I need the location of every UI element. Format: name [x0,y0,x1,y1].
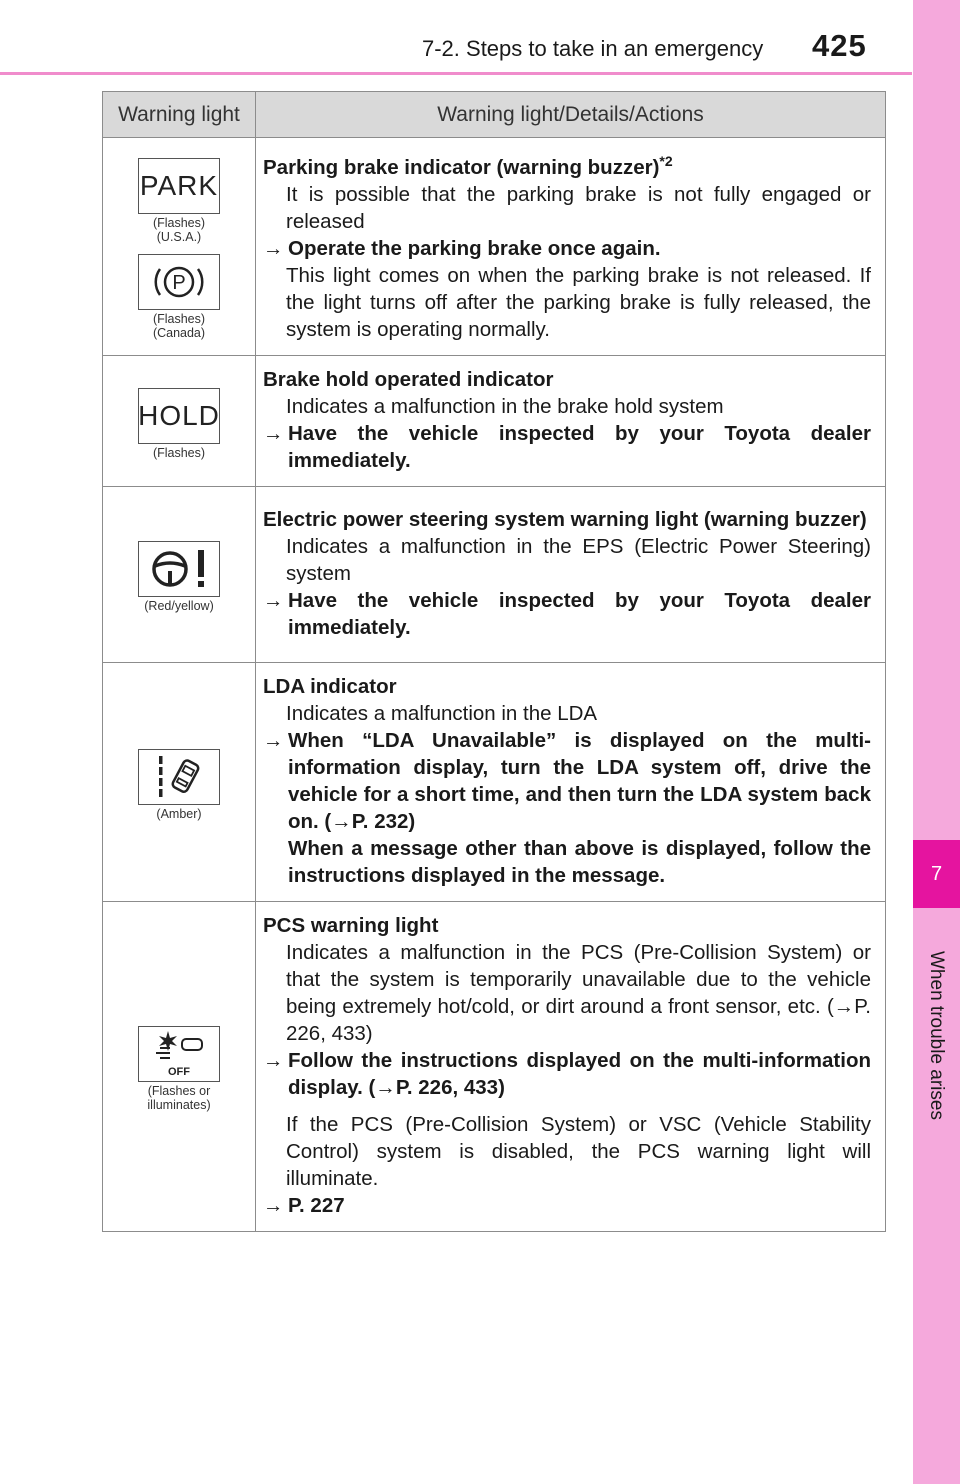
icon-cell [103,662,256,901]
table-row [103,662,886,901]
icon-caption: (Flashes or [147,1084,211,1099]
table-row [103,138,886,356]
icon-caption: (Amber) [156,806,202,821]
svg-text:OFF: OFF [168,1066,190,1079]
row-description: Indicates a malfunction in the LDA [286,701,598,725]
icon-caption: (Red/yellow) [144,599,214,614]
chapter-title: When trouble arises [926,951,947,1120]
row-title: Brake hold operated indicator [263,367,554,391]
details-cell [256,662,886,901]
page-reference: → P. 227 [263,1193,345,1217]
parking-brake-circle-icon [138,254,220,310]
pcs-warning-icon [138,1026,220,1082]
row-title: LDA indicator [263,674,397,698]
row-description: Indicates a malfunction in the PCS (Pre-Collision System) or that the system is temporarily unavailable due to the vehicle being extremely hot/cold, or dirt around a front sensor, etc. (→P. 226, 433) [286,940,871,1045]
row-description: Indicates a malfunction in the EPS (Electric Power Steering) system [286,534,871,585]
row-description: It is possible that the parking brake is not fully engaged or released [286,182,871,233]
row-action: → Have the vehicle inspected by your Toyota dealer immediately. [263,421,871,472]
hold-icon: HOLD [138,388,220,444]
park-icon: PARK [138,158,220,214]
col-header-light: Warning light [103,92,256,138]
details-cell [256,138,886,356]
icon-caption: (Flashes) [152,445,206,460]
lane-departure-icon [138,749,220,805]
warning-light-table [102,91,886,1232]
steering-wheel-warning-icon [138,541,220,597]
icon-caption: (Canada) [152,326,206,341]
details-cell [256,355,886,486]
row-title: PCS warning light [263,913,439,937]
svg-text:P: P [172,272,186,295]
icon-caption: (Flashes) [152,312,206,327]
icon-cell [103,901,256,1231]
row-title: Parking brake indicator (warning buzzer)$^{*2}$ [263,153,673,179]
row-action: → Have the vehicle inspected by your Toyota dealer immediately. [263,588,871,639]
details-cell [256,901,886,1231]
row-note: If the PCS (Pre-Collision System) or VSC (Vehicle Stability Control) system is disabled, the PCS warning light will illuminate. [286,1112,871,1190]
row-title: Electric power steering system warning light (warning buzzer) [263,507,867,531]
table-row [103,486,886,662]
table-header-row [103,92,886,138]
chapter-number: 7 [913,840,960,908]
icon-cell [103,138,256,356]
row-note: This light comes on when the parking brake is not released. If the light turns off after the parking brake is fully released, the system is operating normally. [286,263,871,341]
row-action: → Follow the instructions displayed on the multi-information display. (→P. 226, 433) [263,1048,871,1099]
row-action: → When “LDA Unavailable” is displayed on the multi-information display, turn the LDA system off, drive the vehicle for a short time, and then turn the LDA system back on. (→P. 232) [263,728,871,833]
table-row [103,355,886,486]
section-title: 7-2. Steps to take in an emergency [422,36,764,61]
details-cell [256,486,886,662]
col-header-details: Warning light/Details/Actions [256,92,886,138]
chapter-side-tab [913,0,960,1484]
row-description: Indicates a malfunction in the brake hold system [286,394,724,418]
page-number: 425 [812,28,867,63]
icon-cell [103,486,256,662]
row-action-secondary: When a message other than above is displayed, follow the instructions displayed in the message. [288,836,871,887]
row-action: → Operate the parking brake once again. [263,236,661,260]
table-row [103,901,886,1231]
icon-cell [103,355,256,486]
icon-caption: (Flashes) [152,216,206,231]
icon-caption: illuminates) [147,1098,211,1113]
icon-caption: (U.S.A.) [156,230,202,245]
header-rule [0,72,912,75]
